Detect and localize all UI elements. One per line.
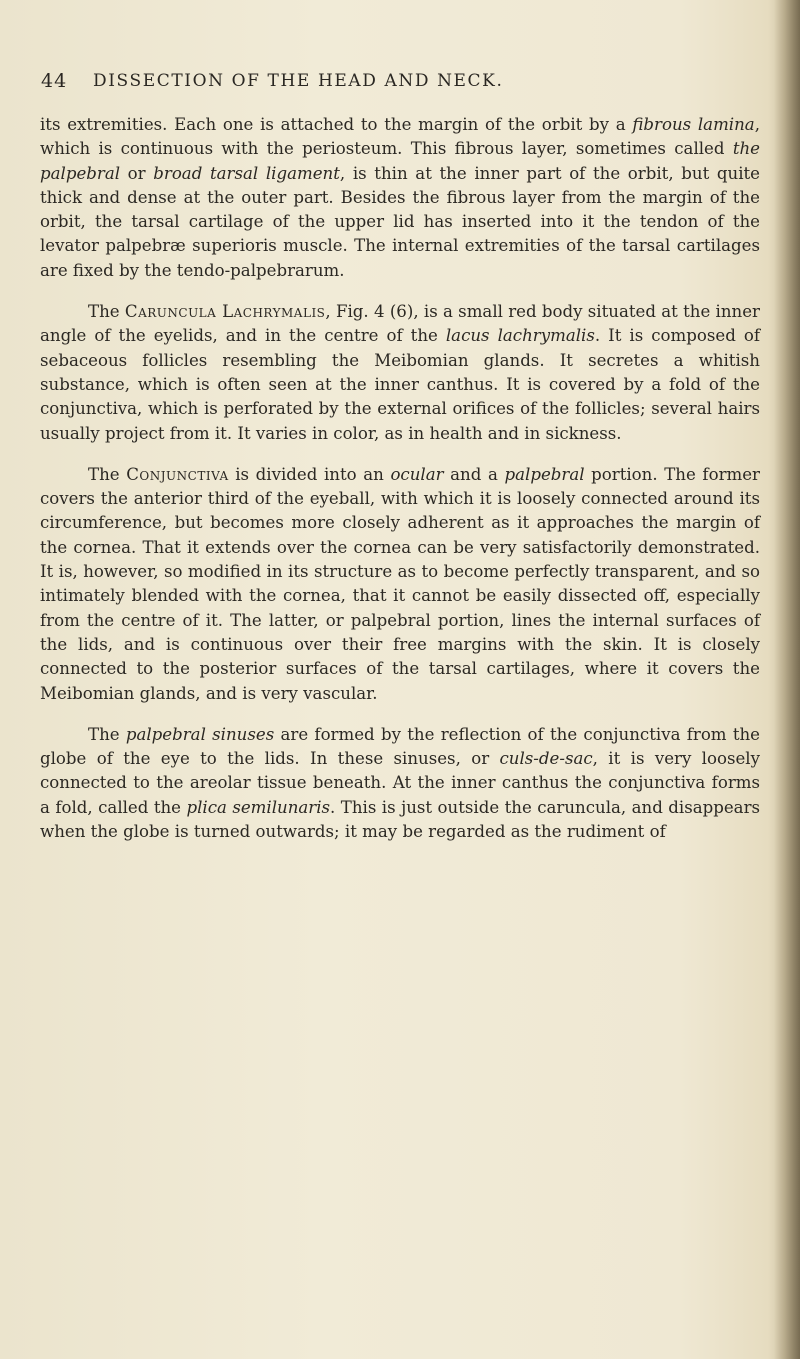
text-run: is divided into an bbox=[228, 464, 391, 484]
running-head: DISSECTION OF THE HEAD AND NECK. bbox=[93, 71, 504, 91]
italic-term: ocular bbox=[390, 464, 444, 484]
section-term: Caruncula Lachrymalis bbox=[124, 302, 326, 322]
page-header bbox=[41, 70, 761, 96]
text-run: its extremities. Each one is attached to the margin of the orbit by a bbox=[40, 115, 633, 134]
text-run: , which is continuous with the periosteum. This fibrous layer, sometimes called bbox=[40, 115, 760, 159]
text-run: . It is composed of sebaceous follicles resembling the Meibomian glands. It secretes a whitish substance, which is often seen at the inner canthus. It is covered by a fold of the conjunctiva, which is perforated by the external orifices of the follicles; several hairs usually project from it. It varies in color, as in health and in sickness. bbox=[40, 326, 761, 443]
italic-term: plica semilunaris bbox=[186, 797, 331, 817]
text-run: The bbox=[88, 724, 126, 744]
text-run: , it is very loosely connected to the areolar tissue beneath. At the inner canthus the conjunctiva forms a fold, called the bbox=[40, 749, 760, 817]
italic-term: palpebral sinuses bbox=[125, 724, 275, 744]
page-binding-shadow bbox=[774, 0, 800, 1359]
paragraph-tarsal-ligament bbox=[40, 113, 760, 283]
text-run: The bbox=[88, 464, 127, 484]
italic-term: the palpebral bbox=[40, 139, 760, 183]
paragraph-palpebral-sinuses bbox=[40, 723, 760, 844]
italic-term: lacus lachrymalis bbox=[445, 326, 595, 346]
paragraph-caruncula-lachrymalis bbox=[40, 300, 760, 446]
text-run: portion. The former covers the anterior third of the eyeball, with which it is loosely connected around its circumference, but becomes more closely adherent as it approaches the margin of the cornea. That it extends over the cornea can be very satisfactorily demonstrated. It is, however, so modified in its structure as to become perfectly transparent, and so intimately blended with the cornea, that it cannot be easily dissected off, especially from the centre of it. The latter, or palpebral portion, lines the internal surfaces of the lids, and is continuous over their free margins with the skin. It is closely connected to the posterior surfaces of the tarsal cartilages, where it covers the Meibomian glands, and is very vascular. bbox=[40, 464, 760, 703]
page-number: 44 bbox=[41, 70, 68, 92]
text-run: The bbox=[88, 302, 125, 322]
italic-term: culs-de-sac bbox=[499, 749, 593, 769]
text-run: and a bbox=[443, 464, 505, 484]
text-run: . This is just outside the caruncula, and disappears when the globe is turned outwards; it may be regarded as the rudiment of bbox=[40, 797, 761, 842]
italic-term: fibrous lamina bbox=[632, 115, 755, 134]
paragraph-conjunctiva bbox=[40, 463, 760, 706]
italic-term: palpebral bbox=[504, 464, 585, 484]
text-run: , is thin at the inner part of the orbit, but quite thick and dense at the outer part. Besides the fibrous layer from the margin of the orbit, the tarsal cartilage of the upper lid has inserted into it the tendon of the levator palpebræ superioris muscle. The internal extremities of the tarsal cartilages are fixed by the tendo-palpebrarum. bbox=[40, 163, 760, 280]
text-run: or bbox=[120, 163, 154, 183]
text-run: , Fig. 4 (6), is a small red body situated at the inner angle of the eyelids, and in the centre of the bbox=[40, 302, 760, 346]
text-run: are formed by the reflection of the conjunctiva from the globe of the eye to the lids. In these sinuses, or bbox=[40, 724, 760, 769]
italic-term: broad tarsal ligament bbox=[153, 163, 340, 183]
body-text bbox=[40, 113, 760, 861]
section-term: Conjunctiva bbox=[126, 464, 229, 484]
